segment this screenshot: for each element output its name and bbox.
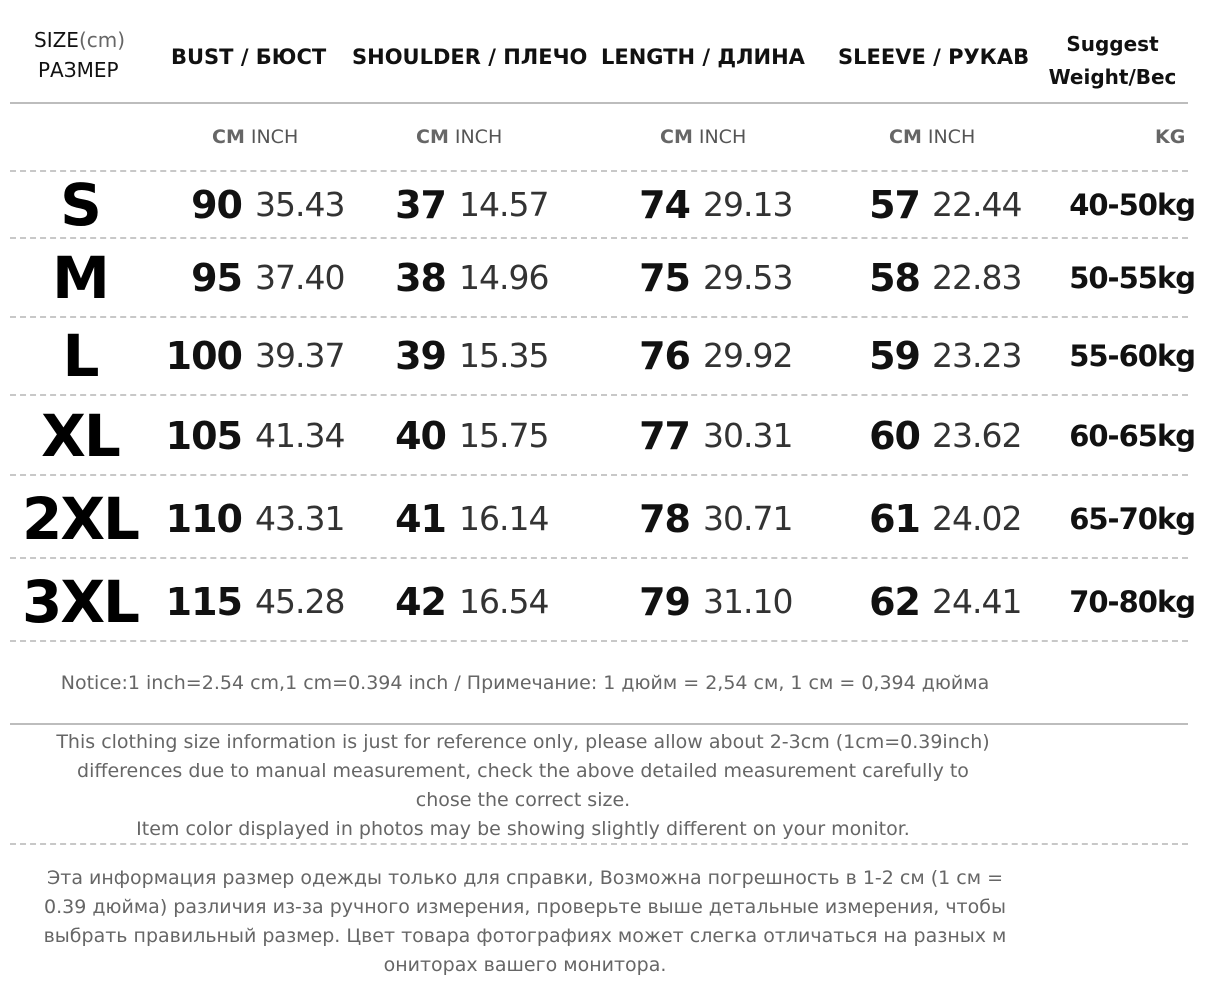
shoulder-units <box>416 126 502 148</box>
shoulder-inch: 15.35 <box>459 336 549 375</box>
length-inch-unit: INCH <box>698 126 747 148</box>
sleeve-units <box>889 126 975 148</box>
conversion-notice: Notice:1 inch=2.54 cm,1 cm=0.394 inch / Примечание: 1 дюйм = 2,54 см, 1 см = 0,394 дюйма <box>60 672 990 694</box>
kg-unit: KG <box>1155 126 1186 148</box>
disclaimer-english-line: Item color displayed in photos may be showing slightly different on your monitor. <box>136 818 910 840</box>
size-header <box>34 28 134 82</box>
bust-cm: 95 <box>191 256 242 300</box>
disclaimer-russian-line: 0.39 дюйма) различия из-за ручного измерения, проверьте выше детальные измерения, чтобы <box>44 896 1006 918</box>
size-label: L <box>62 322 98 390</box>
size-header-main: SIZE <box>34 28 79 52</box>
shoulder-cm: 38 <box>395 256 446 300</box>
disclaimer-english-line: This clothing size information is just for reference only, please allow about 2-3cm (1cm=0.39inch) <box>56 731 990 753</box>
length-inch: 30.31 <box>703 416 793 455</box>
sleeve-inch: 23.62 <box>932 416 1022 455</box>
length-cm-unit: CM <box>660 126 693 148</box>
row-divider <box>10 394 1188 396</box>
shoulder-cm: 40 <box>395 414 446 458</box>
weight-value: 50-55kg <box>1069 261 1195 295</box>
disclaimer-russian-line: Эта информация размер одежды только для справки, Возможна погрешность в 1-2 см (1 см = <box>46 867 1004 889</box>
bust-cm: 110 <box>165 497 242 541</box>
sleeve-cm: 61 <box>869 497 920 541</box>
length-units <box>660 126 746 148</box>
weight-value: 55-60kg <box>1069 339 1195 373</box>
table-row <box>0 243 1208 313</box>
row-divider <box>10 474 1188 476</box>
shoulder-inch: 14.96 <box>459 258 549 297</box>
row-divider <box>10 557 1188 559</box>
disclaimer-english <box>0 728 1046 844</box>
table-row <box>0 484 1208 554</box>
bust-cm: 100 <box>165 334 242 378</box>
length-cm: 74 <box>639 183 690 227</box>
length-inch: 30.71 <box>703 499 793 538</box>
size-header-ru: РАЗМЕР <box>38 58 119 82</box>
table-row <box>0 321 1208 391</box>
length-inch: 29.13 <box>703 185 793 224</box>
sleeve-cm: 59 <box>869 334 920 378</box>
weight-value: 40-50kg <box>1069 188 1195 222</box>
row-divider <box>10 316 1188 318</box>
disclaimer-russian-line: ониторах вашего монитора. <box>383 954 667 976</box>
sleeve-inch: 23.23 <box>932 336 1022 375</box>
shoulder-inch: 14.57 <box>459 185 549 224</box>
sleeve-inch: 22.83 <box>932 258 1022 297</box>
table-row <box>0 401 1208 471</box>
bust-cm: 90 <box>191 183 242 227</box>
shoulder-inch-unit: INCH <box>454 126 503 148</box>
shoulder-inch: 16.54 <box>459 582 549 621</box>
shoulder-inch: 15.75 <box>459 416 549 455</box>
shoulder-cm: 42 <box>395 580 446 624</box>
shoulder-header: SHOULDER / ПЛЕЧО <box>352 45 588 69</box>
row-divider <box>10 640 1188 642</box>
section-divider <box>10 843 1188 845</box>
bust-cm: 115 <box>165 580 242 624</box>
bust-inch: 35.43 <box>255 185 345 224</box>
sleeve-inch: 24.41 <box>932 582 1022 621</box>
sleeve-inch-unit: INCH <box>927 126 976 148</box>
sleeve-inch: 24.02 <box>932 499 1022 538</box>
table-row <box>0 567 1208 637</box>
sleeve-cm: 62 <box>869 580 920 624</box>
size-label: S <box>60 171 100 239</box>
bust-inch: 43.31 <box>255 499 345 538</box>
disclaimer-russian-line: выбрать правильный размер. Цвет товара фотографиях может слегка отличаться на разных м <box>43 925 1007 947</box>
length-cm: 75 <box>639 256 690 300</box>
bust-inch: 37.40 <box>255 258 345 297</box>
bust-inch: 45.28 <box>255 582 345 621</box>
weight-header <box>1040 28 1185 94</box>
shoulder-cm: 41 <box>395 497 446 541</box>
sleeve-cm-unit: CM <box>889 126 922 148</box>
size-label: 3XL <box>21 568 139 636</box>
length-inch: 31.10 <box>703 582 793 621</box>
disclaimer-english-line: chose the correct size. <box>415 789 631 811</box>
bust-header: BUST / БЮСТ <box>171 45 327 69</box>
sleeve-inch: 22.44 <box>932 185 1022 224</box>
sleeve-cm: 57 <box>869 183 920 227</box>
bust-cm-unit: CM <box>212 126 245 148</box>
bust-inch: 41.34 <box>255 416 345 455</box>
length-cm: 78 <box>639 497 690 541</box>
disclaimer-english-line: differences due to manual measurement, check the above detailed measurement carefully to <box>77 760 969 782</box>
length-cm: 79 <box>639 580 690 624</box>
length-inch: 29.92 <box>703 336 793 375</box>
weight-header-line2: Weight/Вес <box>1048 65 1177 89</box>
shoulder-cm: 37 <box>395 183 446 227</box>
length-cm: 76 <box>639 334 690 378</box>
header-divider <box>10 102 1188 104</box>
size-label: M <box>52 244 108 312</box>
shoulder-inch: 16.14 <box>459 499 549 538</box>
section-divider <box>10 723 1188 725</box>
shoulder-cm-unit: CM <box>416 126 449 148</box>
sleeve-header: SLEEVE / РУКАВ <box>838 45 1030 69</box>
weight-unit <box>1155 126 1191 148</box>
table-row <box>0 170 1208 240</box>
weight-value: 65-70kg <box>1069 502 1195 536</box>
weight-value: 60-65kg <box>1069 419 1195 453</box>
shoulder-cm: 39 <box>395 334 446 378</box>
sleeve-cm: 58 <box>869 256 920 300</box>
size-label: 2XL <box>21 485 139 553</box>
sleeve-cm: 60 <box>869 414 920 458</box>
row-divider <box>10 237 1188 239</box>
weight-header-line1: Suggest <box>1066 32 1159 56</box>
bust-cm: 105 <box>165 414 242 458</box>
weight-value: 70-80kg <box>1069 585 1195 619</box>
size-label: XL <box>41 402 119 470</box>
bust-inch-unit: INCH <box>250 126 299 148</box>
disclaimer-russian <box>0 864 1050 980</box>
length-cm: 77 <box>639 414 690 458</box>
size-header-unit: (cm) <box>78 28 126 52</box>
bust-inch: 39.37 <box>255 336 345 375</box>
bust-units <box>212 126 298 148</box>
length-header: LENGTH / ДЛИНА <box>601 45 805 69</box>
length-inch: 29.53 <box>703 258 793 297</box>
